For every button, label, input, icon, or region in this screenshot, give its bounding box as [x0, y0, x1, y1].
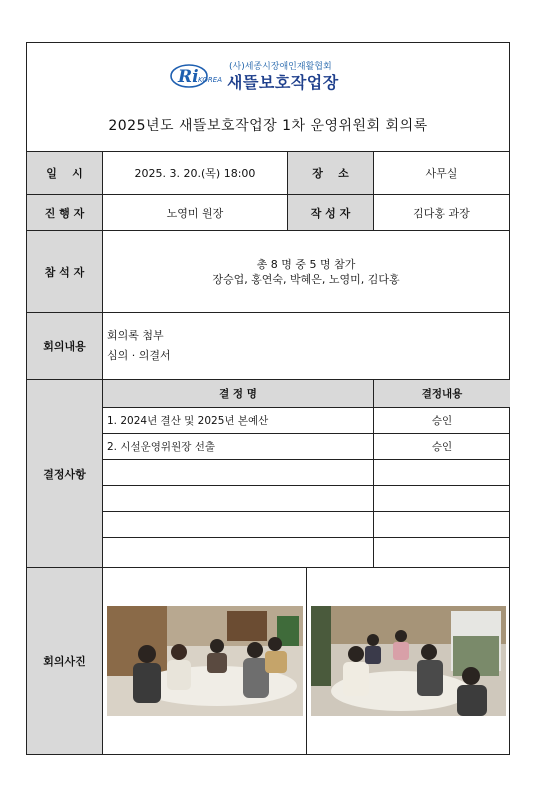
decisions-section — [27, 380, 509, 568]
attendees-label: 참 석 자 — [27, 231, 102, 312]
meeting-photo — [107, 606, 303, 716]
meeting-minutes-document — [26, 42, 510, 755]
attendees-summary: 총 8 명 중 5 명 참가 — [256, 257, 356, 271]
date-value: 2025. 3. 20.(목) 18:00 — [102, 152, 287, 194]
decision-row — [103, 538, 510, 568]
decisions-table — [102, 380, 510, 567]
photos-section — [27, 568, 509, 754]
meeting-photo — [311, 606, 506, 716]
writer-value: 김다홍 과장 — [373, 195, 509, 230]
decisions-label: 결정사항 — [27, 380, 102, 567]
meeting-content-value — [102, 313, 509, 379]
chair-writer-row — [27, 195, 509, 231]
date-place-row — [27, 152, 509, 195]
photo-cell — [102, 568, 307, 754]
meeting-content-line: 심의 · 의결서 — [107, 349, 171, 362]
place-value: 사무실 — [373, 152, 509, 194]
decision-row — [103, 408, 510, 434]
page-title: 2025년도 새뜰보호작업장 1차 운영위원회 회의록 — [108, 118, 428, 134]
chair-label: 진 행 자 — [27, 195, 102, 230]
decision-result: 승인 — [373, 434, 510, 459]
place-label: 장 소 — [287, 152, 373, 194]
org-name: (사)세종시장애인재활협회 — [229, 62, 332, 72]
photos-label: 회의사진 — [27, 568, 102, 754]
svg-text:Ri: Ri — [178, 67, 199, 87]
decision-result: 승인 — [373, 408, 510, 433]
organization-logo — [169, 59, 369, 91]
decision-row — [103, 434, 510, 460]
header-section — [27, 43, 509, 152]
workshop-name: 새뜰보호작업장 — [227, 73, 339, 92]
meeting-content-row — [27, 313, 509, 380]
date-label: 일 시 — [27, 152, 102, 194]
decision-result — [373, 486, 510, 511]
decision-name — [103, 460, 373, 485]
decisions-header-row — [103, 380, 510, 408]
decision-name: 1. 2024년 결산 및 2025년 본예산 — [107, 415, 269, 427]
decision-result — [373, 538, 510, 568]
decision-result — [373, 460, 510, 485]
decision-name — [103, 538, 373, 568]
attendees-names: 장승업, 홍연숙, 박혜은, 노영미, 김다홍 — [212, 272, 400, 286]
meeting-content-label: 회의내용 — [27, 313, 102, 379]
svg-text:KOREA: KOREA — [198, 76, 222, 84]
decision-result — [373, 512, 510, 537]
attendees-row — [27, 231, 509, 313]
decision-name — [103, 512, 373, 537]
decisions-col-name: 결 정 명 — [219, 388, 257, 400]
meeting-content-line: 회의록 첨부 — [107, 329, 164, 342]
photo-cell — [306, 568, 510, 754]
decision-row — [103, 460, 510, 486]
decision-row — [103, 486, 510, 512]
chair-value: 노영미 원장 — [102, 195, 287, 230]
decision-name: 2. 시설운영위원장 선출 — [107, 441, 215, 453]
writer-label: 작 성 자 — [287, 195, 373, 230]
decisions-col-result: 결정내용 — [373, 380, 510, 407]
attendees-value — [102, 231, 509, 312]
decision-row — [103, 512, 510, 538]
decision-name — [103, 486, 373, 511]
